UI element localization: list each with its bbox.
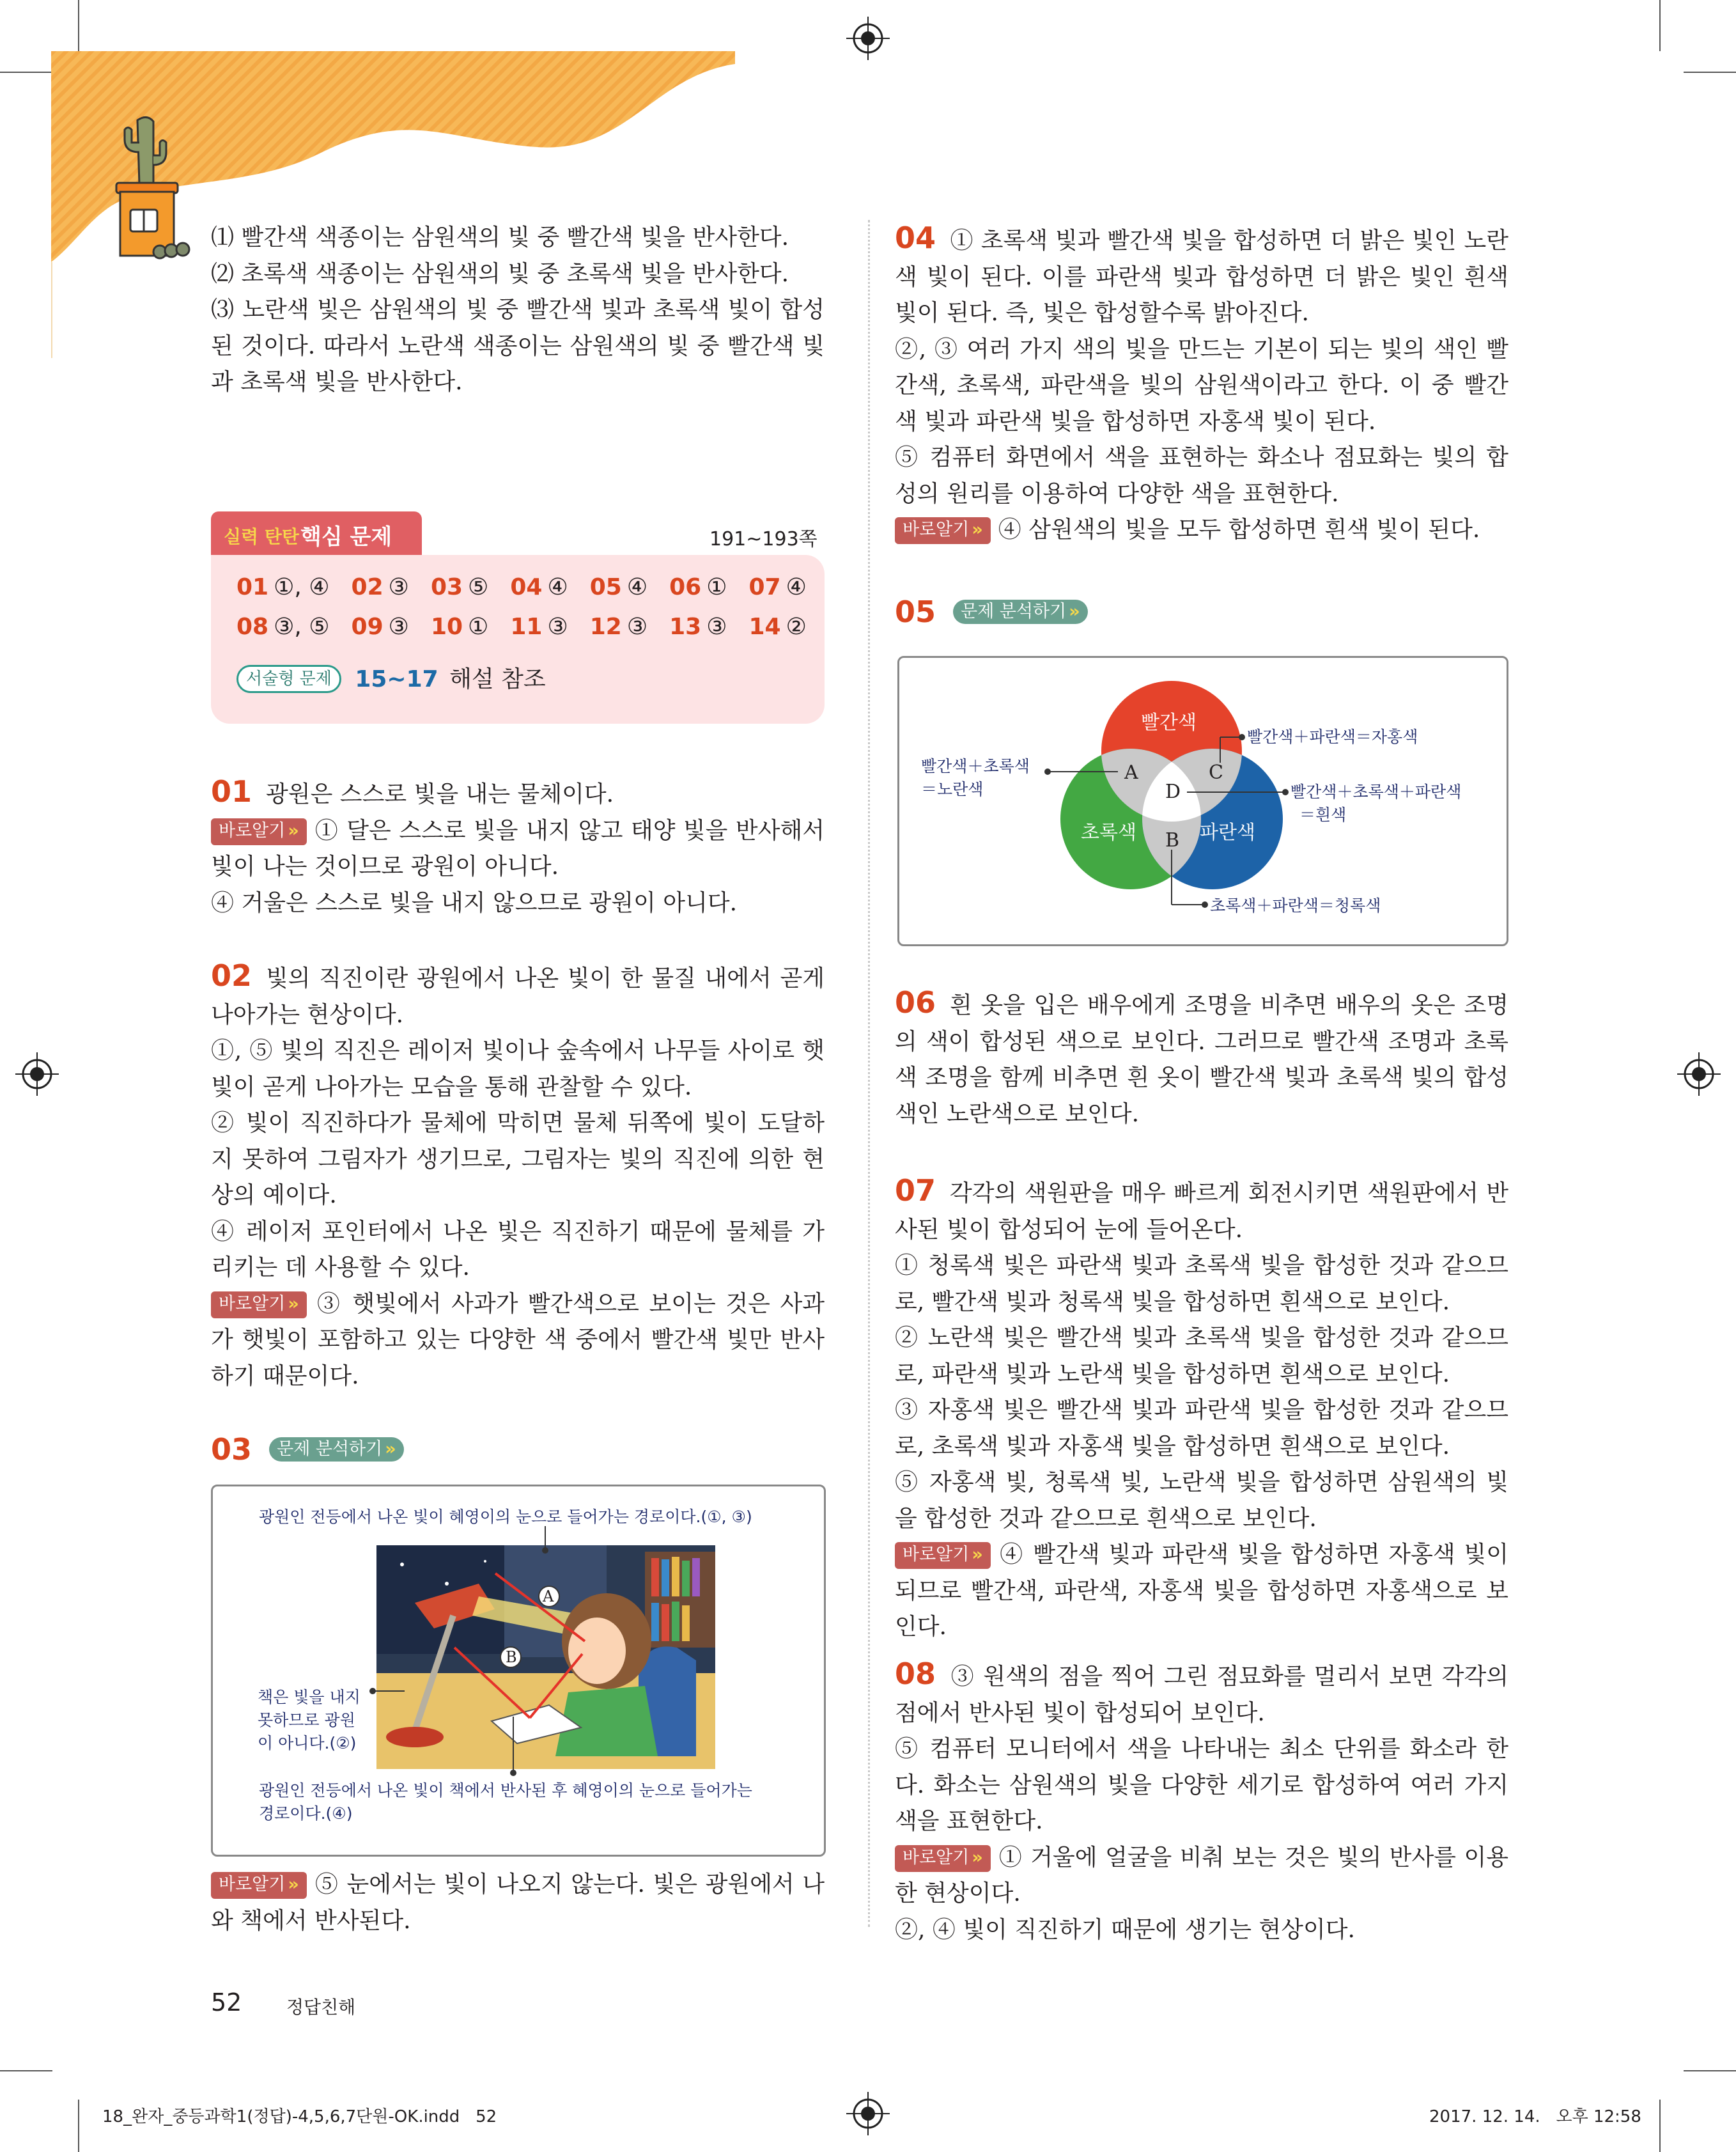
answer-box-pages: 191~193쪽: [709, 528, 818, 550]
crop-mark: [0, 2070, 52, 2071]
question-number: 01: [211, 774, 252, 809]
registration-mark: [15, 1052, 59, 1096]
venn-region-b: B: [1165, 829, 1180, 852]
answer-number: 03: [430, 574, 463, 600]
q05-venn-box: [897, 656, 1508, 946]
question-text: 빛의 직진이란 광원에서 나온 빛이 한 물질 내에서 곧게 나아가는 현상이다.: [211, 965, 825, 1028]
caption-left: 책은 빛을 내지 못하므로 광원 이 아니다.(②): [258, 1688, 360, 1752]
answer-choice: ③: [706, 614, 727, 640]
answer-number: 06: [669, 574, 702, 600]
intro-line-2: ⑵ 초록색 색종이는 삼원색의 빛 중 초록색 빛을 반사한다.: [211, 260, 789, 287]
answer-box-tag-right: 핵심 문제: [300, 524, 392, 550]
explanation-text: ② 빛이 직진하다가 물체에 막히면 물체 뒤쪽에 빛이 도달하지 못하여 그림자가 생기므로, 그림자는 빛의 직진에 의한 현상의 예이다.: [211, 1110, 825, 1208]
path-label-b: B: [506, 1648, 517, 1666]
explanation-text: ⑤ 자홍색 빛, 청록색 빛, 노란색 빛을 합성하면 삼원색의 빛을 합성한 것과 같으므로 흰색으로 보인다.: [895, 1469, 1508, 1532]
essay-text: 해설 참조: [449, 666, 546, 692]
answer-item: [510, 574, 568, 600]
correction-text: ⑤ 눈에서는 빛이 나오지 않는다. 빛은 광원에서 나와 책에서 반사된다.: [211, 1871, 825, 1934]
answer-number: 02: [351, 574, 384, 600]
explanation-text: ① 청록색 빛은 파란색 빛과 초록색 빛을 합성한 것과 같으므로, 빨간색 빛과 청록색 빛을 합성하면 흰색으로 보인다.: [895, 1252, 1508, 1315]
question-07: [895, 1173, 1508, 1646]
essay-tag: 서술형 문제: [236, 665, 341, 693]
crop-mark: [78, 2100, 79, 2152]
explanation-text: ③ 자홍색 빛은 빨간색 빛과 파란색 빛을 합성한 것과 같으므로, 초록색 빛과 자홍색 빛을 합성하면 흰색으로 보인다.: [895, 1397, 1508, 1460]
column-divider: [868, 220, 870, 1927]
answer-item: [749, 614, 807, 640]
venn-label-red: 빨간색: [1141, 712, 1197, 734]
question-number: 08: [895, 1657, 936, 1691]
caption-bottom: 광원인 전등에서 나온 빛이 책에서 반사된 후 혜영이의 눈으로 들어가는 경로이다.(④): [259, 1781, 752, 1823]
venn-note-d: 빨간색＋초록색＋파란색 ＝흰색: [1290, 783, 1462, 824]
question-02: [211, 958, 825, 1394]
answer-number: 11: [510, 614, 543, 640]
answer-choice: ③: [626, 614, 648, 640]
answer-choice: ③: [388, 574, 409, 600]
question-text: ③ 원색의 점을 찍어 그린 점묘화를 멀리서 보면 각각의 점에서 반사된 빛이 합성되어 보인다.: [895, 1664, 1508, 1726]
answer-row-1: [236, 574, 828, 600]
slug-date: 2017. 12. 14. 오후 12:58: [1429, 2107, 1641, 2126]
question-number: 04: [895, 221, 936, 255]
correction-text: ④ 빨간색 빛과 파란색 빛을 합성하면 자홍색 빛이 되므로 빨간색, 파란색, 자홍색 빛을 합성하면 자홍색으로 보인다.: [895, 1541, 1508, 1640]
answer-number: 08: [236, 614, 269, 640]
answer-number: 12: [589, 614, 622, 640]
question-number: 02: [211, 958, 252, 993]
crop-mark: [1659, 0, 1661, 51]
answer-choice: ①: [706, 574, 727, 600]
answer-number: 13: [669, 614, 702, 640]
registration-mark: [1677, 1052, 1721, 1096]
venn-region-c: C: [1209, 761, 1223, 784]
answer-choice: ②: [786, 614, 807, 640]
question-number: 05: [895, 595, 936, 629]
question-04: [895, 220, 1508, 549]
analysis-badge: 문제 분석하기 »: [269, 1437, 404, 1462]
path-label-a: A: [543, 1587, 554, 1605]
answer-choice: ③: [388, 614, 409, 640]
answer-number: 07: [748, 574, 781, 600]
answer-choice: ③, ⑤: [274, 614, 330, 640]
answer-number: 05: [589, 574, 622, 600]
explanation-text: ⑤ 컴퓨터 모니터에서 색을 나타내는 최소 단위를 화소라 한다. 화소는 삼원색의 빛을 다양한 세기로 합성하여 여러 가지 색을 표현한다.: [895, 1736, 1508, 1834]
answer-item: [352, 574, 409, 600]
question-number: 07: [895, 1173, 936, 1208]
answer-number: 04: [510, 574, 543, 600]
explanation-text: ①, ⑤ 빛의 직진은 레이저 빛이나 숲속에서 나무들 사이로 햇빛이 곧게 나아가는 모습을 통해 관찰할 수 있다.: [211, 1038, 825, 1100]
correction-text: ① 거울에 얼굴을 비춰 보는 것은 빛의 반사를 이용한 현상이다.: [895, 1844, 1508, 1906]
registration-mark: [846, 17, 890, 60]
answer-choice: ④: [626, 574, 648, 600]
answer-box-tag-left: 실력 탄탄: [224, 526, 299, 547]
answer-item: [431, 614, 488, 640]
crop-mark: [1659, 2100, 1661, 2152]
question-06: [895, 985, 1508, 1132]
venn-region-a: A: [1124, 761, 1138, 784]
crop-mark: [1684, 2070, 1736, 2071]
question-05-header: [895, 595, 1088, 629]
question-text: ① 초록색 빛과 빨간색 빛을 합성하면 더 밝은 빛인 노란색 빛이 된다. 이를 파란색 빛과 합성하면 더 밝은 빛인 흰색 빛이 된다. 즉, 빛은 합성할수록 밝아진다.: [895, 228, 1508, 326]
venn-region-d: D: [1165, 781, 1181, 803]
footer-title: 정답친해: [286, 1997, 356, 2018]
answer-item: [749, 574, 807, 600]
baro-tag: 바로알기 »: [895, 517, 991, 544]
question-03-header: [211, 1432, 404, 1467]
q03-figure-box: [211, 1485, 826, 1857]
answer-item: [236, 614, 330, 640]
explanation-text: ② 노란색 빛은 빨간색 빛과 초록색 빛을 합성한 것과 같으므로, 파란색 빛과 노란색 빛을 합성하면 흰색으로 보인다.: [895, 1325, 1508, 1387]
explanation-text: ⑤ 컴퓨터 화면에서 색을 표현하는 화소나 점묘화는 빛의 합성의 원리를 이용하여 다양한 색을 표현한다.: [895, 444, 1508, 507]
answer-item: [236, 574, 330, 600]
question-01: [211, 774, 825, 921]
crop-mark: [1684, 72, 1736, 73]
venn-label-green: 초록색: [1081, 822, 1136, 844]
question-text: 광원은 스스로 빛을 내는 물체이다.: [266, 781, 614, 807]
correction-text: ① 달은 스스로 빛을 내지 않고 태양 빛을 반사해서 빛이 나는 것이므로 광원이 아니다.: [211, 817, 825, 880]
baro-tag: 바로알기 »: [211, 818, 307, 845]
venn-note-c: 빨간색＋파란색＝자홍색: [1247, 728, 1418, 746]
answer-choice: ④: [786, 574, 807, 600]
callout-lines: [213, 1486, 824, 1855]
correction-text: ④ 삼원색의 빛을 모두 합성하면 흰색 빛이 된다.: [998, 517, 1480, 543]
answer-number: 01: [236, 574, 269, 600]
venn-label-blue: 파란색: [1200, 822, 1255, 844]
answer-item: [590, 574, 647, 600]
correction-text: ②, ④ 빛이 직진하기 때문에 생기는 현상이다.: [895, 1916, 1355, 1943]
baro-tag: 바로알기 »: [895, 1542, 991, 1569]
correction-text: ③ 햇빛에서 사과가 빨간색으로 보이는 것은 사과가 햇빛이 포함하고 있는 다양한 색 중에서 빨간색 빛만 반사하기 때문이다.: [211, 1290, 825, 1389]
explanation-text: ④ 레이저 포인터에서 나온 빛은 직진하기 때문에 물체를 가리키는 데 사용할 수 있다.: [211, 1218, 825, 1281]
answer-box-title-tab: [211, 511, 422, 556]
answer-choice: ③: [547, 614, 568, 640]
baro-tag: 바로알기 »: [211, 1291, 307, 1318]
venn-note-a: 빨간색＋초록색 ＝노란색: [921, 757, 1030, 799]
answer-item: [352, 614, 409, 640]
intro-answers: [211, 220, 825, 401]
intro-line-3: ⑶ 노란색 빛은 삼원색의 빛 중 빨간색 빛과 초록색 빛이 합성된 것이다. 따라서 노란색 색종이는 삼원색의 빛 중 빨간색 빛과 초록색 빛을 반사한다.: [211, 297, 825, 395]
explanation-text: ②, ③ 여러 가지 색의 빛을 만드는 기본이 되는 빛의 색인 빨간색, 초록색, 파란색을 빛의 삼원색이라고 한다. 이 중 빨간색 빛과 파란색 빛을 합성하면 자홍색 빛이 된다.: [895, 336, 1508, 435]
venn-note-b: 초록색＋파란색＝청록색: [1210, 896, 1381, 915]
crop-mark: [0, 72, 52, 73]
page-number: 52: [211, 1988, 242, 2016]
question-08: [895, 1656, 1508, 1948]
intro-line-1: ⑴ 빨간색 색종이는 삼원색의 빛 중 빨간색 빛을 반사한다.: [211, 224, 789, 251]
essay-range: 15~17: [355, 666, 438, 692]
answer-number: 09: [351, 614, 384, 640]
answer-number: 14: [748, 614, 781, 640]
answer-box: [211, 555, 825, 724]
answer-item: [669, 614, 727, 640]
crop-mark: [78, 0, 79, 51]
answer-item: [590, 614, 647, 640]
analysis-badge: 문제 분석하기 »: [953, 600, 1088, 624]
answer-choice: ①, ④: [274, 574, 330, 600]
question-text: 흰 옷을 입은 배우에게 조명을 비추면 배우의 옷은 조명의 색이 합성된 색으로 보인다. 그러므로 빨간색 조명과 초록색 조명을 함께 비추면 흰 옷이 빨간색 빛과 초록색 빛의 합성색인 노란색으로 보인다.: [895, 992, 1508, 1127]
answer-number: 10: [430, 614, 463, 640]
question-text: 각각의 색원판을 매우 빠르게 회전시키면 색원판에서 반사된 빛이 합성되어 눈에 들어온다.: [895, 1180, 1508, 1243]
baro-tag: 바로알기 »: [895, 1845, 991, 1872]
registration-mark: [846, 2092, 890, 2135]
essay-row: [236, 661, 546, 694]
caterpillar-icon: [152, 238, 197, 263]
answer-choice: ⑤: [468, 574, 489, 600]
answer-item: [669, 574, 727, 600]
correction-text: ④ 거울은 스스로 빛을 내지 않으므로 광원이 아니다.: [211, 889, 738, 916]
question-number: 03: [211, 1432, 252, 1467]
answer-item: [510, 614, 568, 640]
answer-choice: ④: [547, 574, 568, 600]
question-number: 06: [895, 985, 936, 1020]
q03-correction: [211, 1867, 825, 1939]
caption-top: 광원인 전등에서 나온 빛이 혜영이의 눈으로 들어가는 경로이다.(①, ③): [259, 1508, 752, 1526]
baro-tag: 바로알기 »: [211, 1872, 307, 1899]
answer-item: [431, 574, 488, 600]
slug-file: 18_완자_중등과학1(정답)-4,5,6,7단원-OK.indd 52: [102, 2107, 497, 2126]
answer-choice: ①: [468, 614, 489, 640]
answer-row-2: [236, 614, 828, 640]
